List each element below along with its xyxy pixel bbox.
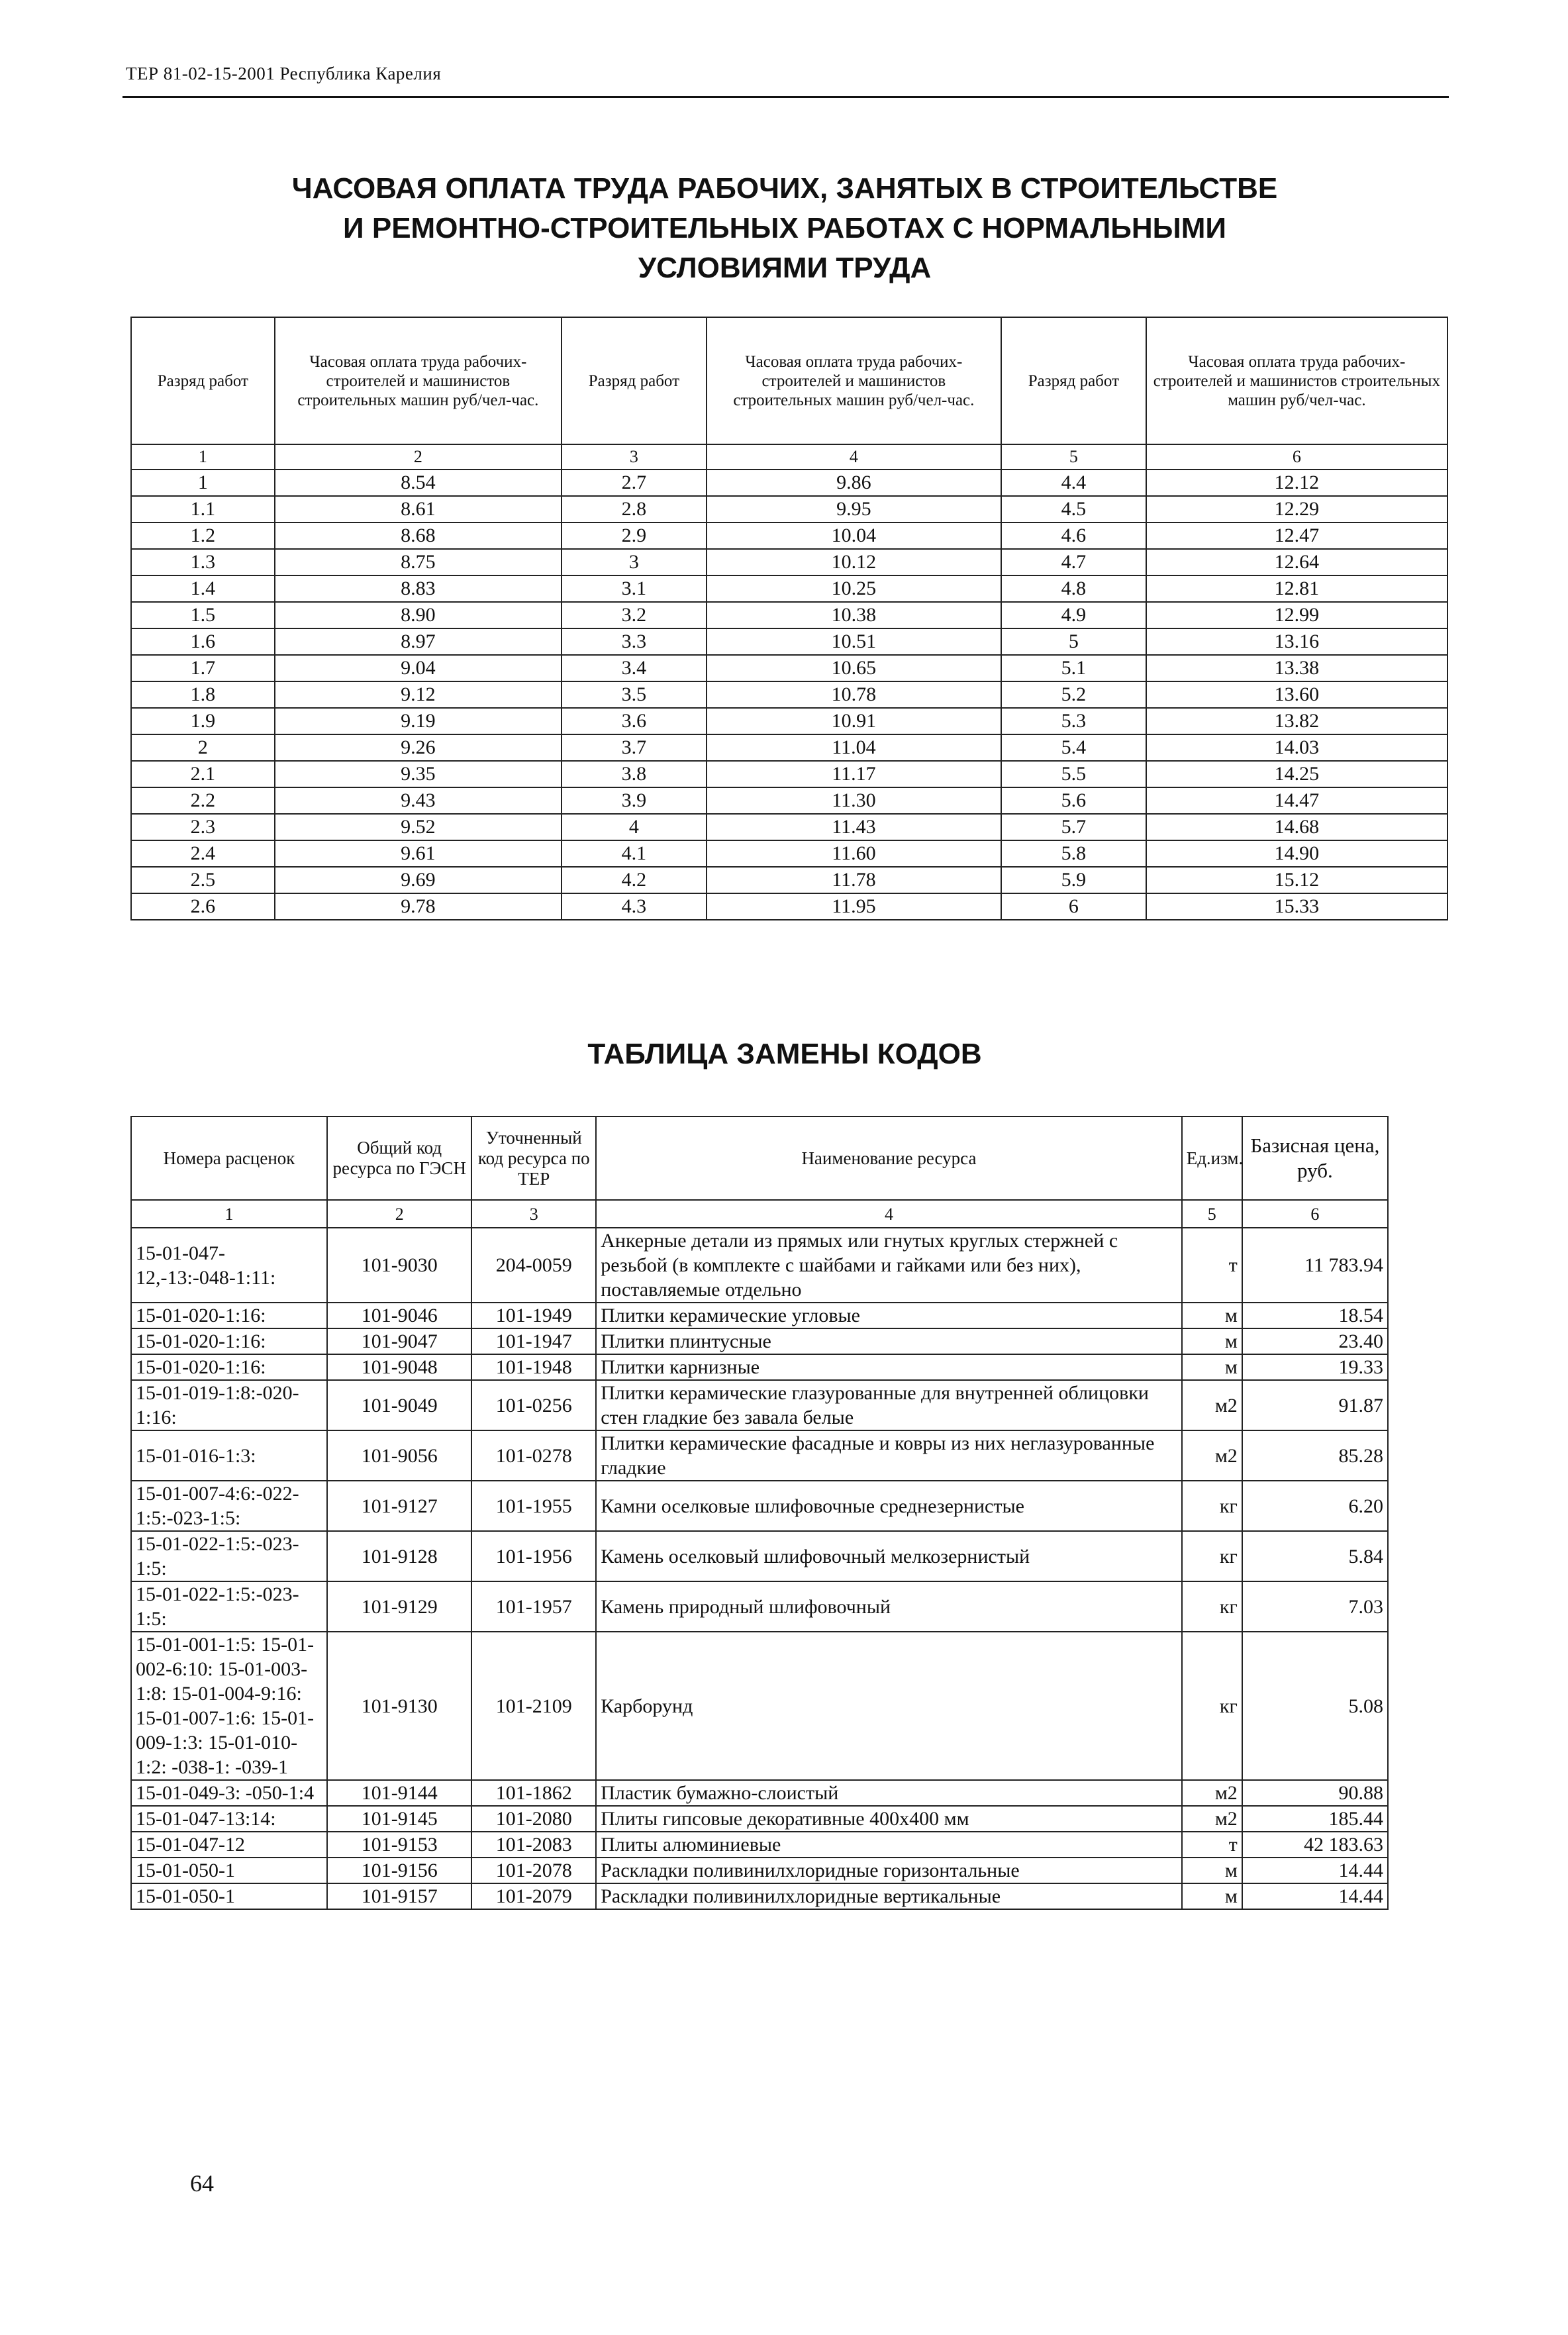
wage-col-number: 4 <box>707 444 1001 470</box>
wage-table-column-numbers <box>131 444 1447 470</box>
wage-header-rate-3: Часовая оплата труда рабочих-строителей и машинистов строительных машин руб/чел-час. <box>1146 317 1447 444</box>
resource-name-cell: Раскладки поливинилхлоридные горизонтальные <box>596 1858 1181 1883</box>
codes-table-row <box>131 1328 1388 1354</box>
unit-cell: т <box>1182 1832 1242 1858</box>
rate-numbers-cell: 15-01-047-12,-13:-048-1:11: <box>131 1228 327 1303</box>
wage-rate-cell: 15.33 <box>1146 893 1447 920</box>
wage-table-row <box>131 867 1447 893</box>
codes-table-row <box>131 1883 1388 1909</box>
gesn-code-cell: 101-9145 <box>327 1806 471 1832</box>
codes-col-number: 4 <box>596 1200 1181 1228</box>
gesn-code-cell: 101-9130 <box>327 1632 471 1780</box>
wage-rate-cell: 10.51 <box>707 628 1001 655</box>
unit-cell: кг <box>1182 1481 1242 1531</box>
codes-col-number: 3 <box>471 1200 596 1228</box>
price-cell: 85.28 <box>1242 1430 1388 1481</box>
wage-col-number: 1 <box>131 444 275 470</box>
ter-code-cell: 204-0059 <box>471 1228 596 1303</box>
main-title-line-1: ЧАСОВАЯ ОПЛАТА ТРУДА РАБОЧИХ, ЗАНЯТЫХ В СТРОИТЕЛЬСТВЕ <box>291 172 1278 205</box>
wage-grade-cell: 3.9 <box>562 787 707 814</box>
wage-header-rate-1: Часовая оплата труда рабочих-строителей и машинистов строительных машин руб/чел-час. <box>275 317 562 444</box>
rate-numbers-cell: 15-01-020-1:16: <box>131 1303 327 1328</box>
wage-grade-cell: 2.9 <box>562 522 707 549</box>
wage-grade-cell: 4.5 <box>1001 496 1146 522</box>
price-cell: 91.87 <box>1242 1380 1388 1430</box>
wage-grade-cell: 4.6 <box>1001 522 1146 549</box>
unit-cell: м2 <box>1182 1780 1242 1806</box>
wage-grade-cell: 4.8 <box>1001 575 1146 602</box>
ter-code-cell: 101-1955 <box>471 1481 596 1531</box>
wage-grade-cell: 4.7 <box>1001 549 1146 575</box>
wage-grade-cell: 2.6 <box>131 893 275 920</box>
wage-table-row <box>131 470 1447 496</box>
wage-grade-cell: 4.2 <box>562 867 707 893</box>
codes-header-gesn-code: Общий код ресурса по ГЭСН <box>327 1117 471 1200</box>
codes-table-title: ТАБЛИЦА ЗАМЕНЫ КОДОВ <box>587 1038 982 1070</box>
wage-col-number: 3 <box>562 444 707 470</box>
wage-grade-cell: 2.8 <box>562 496 707 522</box>
resource-name-cell: Раскладки поливинилхлоридные вертикальные <box>596 1883 1181 1909</box>
wage-rate-cell: 10.91 <box>707 708 1001 734</box>
codes-table-row <box>131 1380 1388 1430</box>
codes-col-number: 1 <box>131 1200 327 1228</box>
unit-cell: м2 <box>1182 1430 1242 1481</box>
wage-rate-cell: 12.12 <box>1146 470 1447 496</box>
resource-name-cell: Плитки керамические фасадные и ковры из них неглазурованные гладкие <box>596 1430 1181 1481</box>
wage-grade-cell: 3.2 <box>562 602 707 628</box>
gesn-code-cell: 101-9047 <box>327 1328 471 1354</box>
wage-grade-cell: 2.7 <box>562 470 707 496</box>
wage-rate-cell: 9.52 <box>275 814 562 840</box>
gesn-code-cell: 101-9128 <box>327 1531 471 1581</box>
rate-numbers-cell: 15-01-022-1:5:-023-1:5: <box>131 1531 327 1581</box>
ter-code-cell: 101-0278 <box>471 1430 596 1481</box>
wage-grade-cell: 5.1 <box>1001 655 1146 681</box>
wage-rate-cell: 9.43 <box>275 787 562 814</box>
price-cell: 11 783.94 <box>1242 1228 1388 1303</box>
wage-rate-cell: 8.83 <box>275 575 562 602</box>
wage-grade-cell: 3.3 <box>562 628 707 655</box>
wage-rate-cell: 14.25 <box>1146 761 1447 787</box>
wage-rate-cell: 9.78 <box>275 893 562 920</box>
wage-rate-table <box>130 317 1448 920</box>
ter-code-cell: 101-2078 <box>471 1858 596 1883</box>
wage-rate-cell: 9.04 <box>275 655 562 681</box>
codes-table-row <box>131 1531 1388 1581</box>
unit-cell: м <box>1182 1354 1242 1380</box>
ter-code-cell: 101-1956 <box>471 1531 596 1581</box>
wage-rate-cell: 9.69 <box>275 867 562 893</box>
wage-rate-cell: 14.03 <box>1146 734 1447 761</box>
wage-grade-cell: 1.5 <box>131 602 275 628</box>
wage-table-row <box>131 522 1447 549</box>
ter-code-cell: 101-2080 <box>471 1806 596 1832</box>
resource-name-cell: Плитки карнизные <box>596 1354 1181 1380</box>
wage-rate-cell: 10.04 <box>707 522 1001 549</box>
wage-header-grade-2: Разряд работ <box>562 317 707 444</box>
wage-rate-cell: 8.97 <box>275 628 562 655</box>
wage-rate-cell: 8.75 <box>275 549 562 575</box>
wage-rate-cell: 13.82 <box>1146 708 1447 734</box>
wage-rate-cell: 12.81 <box>1146 575 1447 602</box>
price-cell: 18.54 <box>1242 1303 1388 1328</box>
resource-name-cell: Плитки керамические угловые <box>596 1303 1181 1328</box>
gesn-code-cell: 101-9157 <box>327 1883 471 1909</box>
gesn-code-cell: 101-9046 <box>327 1303 471 1328</box>
price-cell: 14.44 <box>1242 1858 1388 1883</box>
wage-table-row <box>131 655 1447 681</box>
gesn-code-cell: 101-9049 <box>327 1380 471 1430</box>
codes-table-row <box>131 1806 1388 1832</box>
wage-rate-cell: 8.61 <box>275 496 562 522</box>
codes-header-rate-numbers: Номера расценок <box>131 1117 327 1200</box>
running-header: ТЕР 81-02-15-2001 Республика Карелия <box>126 64 442 83</box>
wage-rate-cell: 13.60 <box>1146 681 1447 708</box>
codes-table-row <box>131 1581 1388 1632</box>
gesn-code-cell: 101-9030 <box>327 1228 471 1303</box>
wage-rate-cell: 12.29 <box>1146 496 1447 522</box>
wage-rate-cell: 8.68 <box>275 522 562 549</box>
resource-name-cell: Плиты алюминиевые <box>596 1832 1181 1858</box>
wage-rate-cell: 9.12 <box>275 681 562 708</box>
wage-table-row <box>131 787 1447 814</box>
wage-col-number: 5 <box>1001 444 1146 470</box>
resource-name-cell: Камень оселковый шлифовочный мелкозернистый <box>596 1531 1181 1581</box>
wage-rate-cell: 11.17 <box>707 761 1001 787</box>
wage-grade-cell: 5.2 <box>1001 681 1146 708</box>
price-cell: 19.33 <box>1242 1354 1388 1380</box>
wage-grade-cell: 5 <box>1001 628 1146 655</box>
codes-table-row <box>131 1228 1388 1303</box>
code-replacement-table <box>130 1116 1389 1910</box>
wage-rate-cell: 8.54 <box>275 470 562 496</box>
ter-code-cell: 101-1957 <box>471 1581 596 1632</box>
wage-grade-cell: 1 <box>131 470 275 496</box>
codes-header-unit: Ед.изм. <box>1182 1117 1242 1200</box>
wage-grade-cell: 5.9 <box>1001 867 1146 893</box>
gesn-code-cell: 101-9048 <box>327 1354 471 1380</box>
rate-numbers-cell: 15-01-007-4:6:-022-1:5:-023-1:5: <box>131 1481 327 1531</box>
ter-code-cell: 101-1947 <box>471 1328 596 1354</box>
wage-rate-cell: 9.95 <box>707 496 1001 522</box>
resource-name-cell: Плитки плинтусные <box>596 1328 1181 1354</box>
resource-name-cell: Анкерные детали из прямых или гнутых круглых стержней с резьбой (в комплекте с шайбами и гайками или без них), поставляемые отдельно <box>596 1228 1181 1303</box>
wage-grade-cell: 2.4 <box>131 840 275 867</box>
gesn-code-cell: 101-9153 <box>327 1832 471 1858</box>
codes-table-row <box>131 1858 1388 1883</box>
wage-grade-cell: 4.9 <box>1001 602 1146 628</box>
wage-grade-cell: 5.5 <box>1001 761 1146 787</box>
wage-table-row <box>131 708 1447 734</box>
wage-grade-cell: 1.4 <box>131 575 275 602</box>
wage-grade-cell: 1.6 <box>131 628 275 655</box>
gesn-code-cell: 101-9127 <box>327 1481 471 1531</box>
unit-cell: м2 <box>1182 1380 1242 1430</box>
resource-name-cell: Плитки керамические глазурованные для внутренней облицовки стен гладкие без завала белые <box>596 1380 1181 1430</box>
wage-rate-cell: 14.47 <box>1146 787 1447 814</box>
gesn-code-cell: 101-9144 <box>327 1780 471 1806</box>
wage-grade-cell: 4.4 <box>1001 470 1146 496</box>
rate-numbers-cell: 15-01-049-3: -050-1:4 <box>131 1780 327 1806</box>
wage-grade-cell: 5.3 <box>1001 708 1146 734</box>
codes-table-row <box>131 1303 1388 1328</box>
wage-grade-cell: 1.2 <box>131 522 275 549</box>
wage-rate-cell: 11.04 <box>707 734 1001 761</box>
rate-numbers-cell: 15-01-022-1:5:-023-1:5: <box>131 1581 327 1632</box>
codes-table-row <box>131 1632 1388 1780</box>
wage-rate-cell: 14.68 <box>1146 814 1447 840</box>
wage-grade-cell: 3.5 <box>562 681 707 708</box>
ter-code-cell: 101-1948 <box>471 1354 596 1380</box>
wage-rate-cell: 11.30 <box>707 787 1001 814</box>
wage-rate-cell: 9.86 <box>707 470 1001 496</box>
wage-table-row <box>131 761 1447 787</box>
price-cell: 14.44 <box>1242 1883 1388 1909</box>
wage-table-body <box>131 470 1447 920</box>
wage-grade-cell: 3.8 <box>562 761 707 787</box>
main-title-line-3: УСЛОВИЯМИ ТРУДА <box>638 252 932 284</box>
price-cell: 5.84 <box>1242 1531 1388 1581</box>
codes-table-body <box>131 1228 1388 1909</box>
wage-grade-cell: 6 <box>1001 893 1146 920</box>
main-title-line-2: И РЕМОНТНО-СТРОИТЕЛЬНЫХ РАБОТАХ С НОРМАЛЬНЫМИ <box>343 212 1226 244</box>
wage-rate-cell: 10.25 <box>707 575 1001 602</box>
wage-table-row <box>131 734 1447 761</box>
unit-cell: т <box>1182 1228 1242 1303</box>
wage-rate-cell: 12.99 <box>1146 602 1447 628</box>
ter-code-cell: 101-0256 <box>471 1380 596 1430</box>
wage-header-grade-1: Разряд работ <box>131 317 275 444</box>
wage-grade-cell: 5.4 <box>1001 734 1146 761</box>
main-title <box>126 169 1444 288</box>
wage-grade-cell: 5.8 <box>1001 840 1146 867</box>
wage-table-row <box>131 840 1447 867</box>
wage-grade-cell: 3.1 <box>562 575 707 602</box>
gesn-code-cell: 101-9129 <box>327 1581 471 1632</box>
wage-rate-cell: 9.19 <box>275 708 562 734</box>
wage-grade-cell: 2.5 <box>131 867 275 893</box>
wage-rate-cell: 13.16 <box>1146 628 1447 655</box>
rate-numbers-cell: 15-01-047-13:14: <box>131 1806 327 1832</box>
codes-table-row <box>131 1832 1388 1858</box>
codes-header-ter-code: Уточненный код ресурса по ТЕР <box>471 1117 596 1200</box>
codes-header-resource-name: Наименование ресурса <box>596 1117 1181 1200</box>
page-number: 64 <box>190 2170 214 2197</box>
codes-col-number: 2 <box>327 1200 471 1228</box>
resource-name-cell: Карборунд <box>596 1632 1181 1780</box>
wage-table-row <box>131 549 1447 575</box>
rate-numbers-cell: 15-01-050-1 <box>131 1858 327 1883</box>
price-cell: 185.44 <box>1242 1806 1388 1832</box>
codes-table-row <box>131 1354 1388 1380</box>
wage-rate-cell: 12.64 <box>1146 549 1447 575</box>
codes-table-column-numbers <box>131 1200 1388 1228</box>
wage-grade-cell: 3.4 <box>562 655 707 681</box>
rate-numbers-cell: 15-01-047-12 <box>131 1832 327 1858</box>
wage-grade-cell: 2 <box>131 734 275 761</box>
wage-grade-cell: 5.7 <box>1001 814 1146 840</box>
wage-grade-cell: 3.7 <box>562 734 707 761</box>
wage-rate-cell: 9.26 <box>275 734 562 761</box>
wage-rate-cell: 13.38 <box>1146 655 1447 681</box>
wage-grade-cell: 1.8 <box>131 681 275 708</box>
codes-col-number: 6 <box>1242 1200 1388 1228</box>
price-cell: 7.03 <box>1242 1581 1388 1632</box>
ter-code-cell: 101-1862 <box>471 1780 596 1806</box>
rate-numbers-cell: 15-01-020-1:16: <box>131 1328 327 1354</box>
codes-col-number: 5 <box>1182 1200 1242 1228</box>
price-cell: 42 183.63 <box>1242 1832 1388 1858</box>
wage-table-row <box>131 681 1447 708</box>
wage-table-row <box>131 814 1447 840</box>
unit-cell: кг <box>1182 1632 1242 1780</box>
codes-table-header-row <box>131 1117 1388 1200</box>
rate-numbers-cell: 15-01-016-1:3: <box>131 1430 327 1481</box>
unit-cell: м <box>1182 1858 1242 1883</box>
wage-rate-cell: 11.60 <box>707 840 1001 867</box>
unit-cell: кг <box>1182 1531 1242 1581</box>
wage-grade-cell: 4 <box>562 814 707 840</box>
wage-col-number: 6 <box>1146 444 1447 470</box>
codes-table-row <box>131 1481 1388 1531</box>
wage-grade-cell: 2.2 <box>131 787 275 814</box>
price-cell: 5.08 <box>1242 1632 1388 1780</box>
unit-cell: м <box>1182 1303 1242 1328</box>
gesn-code-cell: 101-9056 <box>327 1430 471 1481</box>
wage-grade-cell: 3.6 <box>562 708 707 734</box>
wage-col-number: 2 <box>275 444 562 470</box>
wage-grade-cell: 3 <box>562 549 707 575</box>
wage-rate-cell: 10.38 <box>707 602 1001 628</box>
ter-code-cell: 101-2083 <box>471 1832 596 1858</box>
wage-table-header-row <box>131 317 1447 444</box>
wage-header-grade-3: Разряд работ <box>1001 317 1146 444</box>
wage-table-row <box>131 893 1447 920</box>
codes-table-row <box>131 1780 1388 1806</box>
resource-name-cell: Камень природный шлифовочный <box>596 1581 1181 1632</box>
ter-code-cell: 101-2109 <box>471 1632 596 1780</box>
wage-rate-cell: 15.12 <box>1146 867 1447 893</box>
resource-name-cell: Пластик бумажно-слоистый <box>596 1780 1181 1806</box>
wage-table-row <box>131 496 1447 522</box>
wage-rate-cell: 14.90 <box>1146 840 1447 867</box>
wage-rate-cell: 10.65 <box>707 655 1001 681</box>
rate-numbers-cell: 15-01-020-1:16: <box>131 1354 327 1380</box>
wage-grade-cell: 4.3 <box>562 893 707 920</box>
ter-code-cell: 101-2079 <box>471 1883 596 1909</box>
price-cell: 90.88 <box>1242 1780 1388 1806</box>
codes-header-base-price: Базисная цена, руб. <box>1242 1117 1388 1200</box>
wage-rate-cell: 11.43 <box>707 814 1001 840</box>
wage-grade-cell: 2.1 <box>131 761 275 787</box>
ter-code-cell: 101-1949 <box>471 1303 596 1328</box>
rate-numbers-cell: 15-01-050-1 <box>131 1883 327 1909</box>
gesn-code-cell: 101-9156 <box>327 1858 471 1883</box>
wage-grade-cell: 5.6 <box>1001 787 1146 814</box>
wage-grade-cell: 1.1 <box>131 496 275 522</box>
header-rule <box>122 96 1449 98</box>
resource-name-cell: Плиты гипсовые декоративные 400х400 мм <box>596 1806 1181 1832</box>
wage-rate-cell: 11.78 <box>707 867 1001 893</box>
wage-rate-cell: 10.78 <box>707 681 1001 708</box>
wage-grade-cell: 1.9 <box>131 708 275 734</box>
codes-table-row <box>131 1430 1388 1481</box>
wage-grade-cell: 2.3 <box>131 814 275 840</box>
wage-rate-cell: 9.61 <box>275 840 562 867</box>
wage-grade-cell: 1.3 <box>131 549 275 575</box>
wage-header-rate-2: Часовая оплата труда рабочих-строителей и машинистов строительных машин руб/чел-час. <box>707 317 1001 444</box>
price-cell: 6.20 <box>1242 1481 1388 1531</box>
price-cell: 23.40 <box>1242 1328 1388 1354</box>
wage-rate-cell: 11.95 <box>707 893 1001 920</box>
unit-cell: кг <box>1182 1581 1242 1632</box>
wage-table-row <box>131 575 1447 602</box>
unit-cell: м <box>1182 1328 1242 1354</box>
rate-numbers-cell: 15-01-019-1:8:-020-1:16: <box>131 1380 327 1430</box>
wage-rate-cell: 8.90 <box>275 602 562 628</box>
wage-grade-cell: 4.1 <box>562 840 707 867</box>
wage-grade-cell: 1.7 <box>131 655 275 681</box>
wage-rate-cell: 12.47 <box>1146 522 1447 549</box>
wage-rate-cell: 9.35 <box>275 761 562 787</box>
resource-name-cell: Камни оселковые шлифовочные среднезернистые <box>596 1481 1181 1531</box>
unit-cell: м2 <box>1182 1806 1242 1832</box>
rate-numbers-cell: 15-01-001-1:5: 15-01-002-6:10: 15-01-003-1:8: 15-01-004-9:16: 15-01-007-1:6: 15-01-009-1:3: 15-01-010-1:2: -038-1: -039-1 <box>131 1632 327 1780</box>
unit-cell: м <box>1182 1883 1242 1909</box>
wage-table-row <box>131 628 1447 655</box>
wage-rate-cell: 10.12 <box>707 549 1001 575</box>
wage-table-row <box>131 602 1447 628</box>
